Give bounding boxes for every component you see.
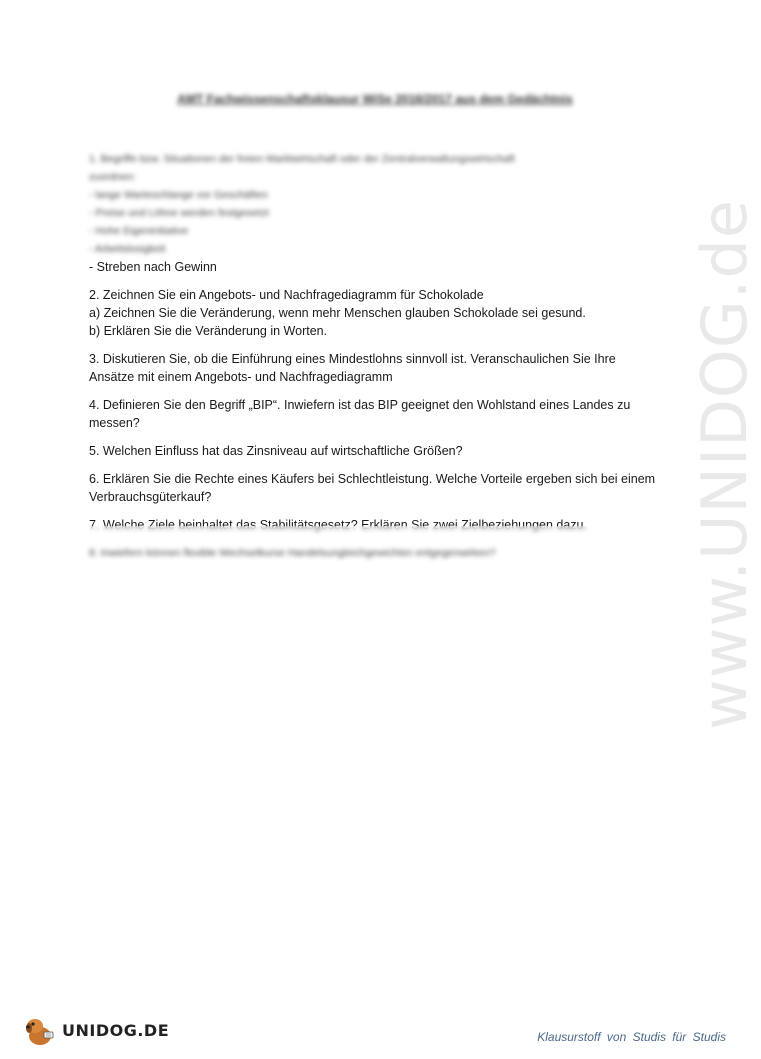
question-8	[89, 544, 669, 562]
question-2	[89, 286, 669, 340]
question-7	[89, 516, 669, 534]
footer-tagline: Klausurstoff von Studis für Studis	[537, 1030, 726, 1044]
question-line: 1. Begriffe bzw. Situationen der freien Marktwirtschaft oder der Zentralverwaltungswirtschaft	[89, 153, 515, 165]
question-1	[89, 150, 669, 276]
question-line: - Preise und Löhne werden festgesetzt	[89, 207, 269, 219]
question-line-partially-blurred	[89, 516, 669, 534]
question-line: - Arbeitslosigkeit	[89, 243, 166, 255]
question-line: - Streben nach Gewinn	[89, 260, 217, 274]
question-line: 7. Welche Ziele beinhaltet das Stabilitätsgesetz? Erklären Sie zwei Zielbeziehungen dazu.	[89, 518, 587, 532]
question-line: b) Erklären Sie die Veränderung in Worten.	[89, 324, 328, 338]
question-line: messen?	[89, 416, 140, 430]
document-title: AMT Fachwissenschaftsklausur WiSe 2016/2017 aus dem Gedächtnis	[177, 92, 573, 106]
question-5	[89, 442, 669, 460]
question-line: 8. Inwiefern können flexible Wechselkurse Handelsungleichgewichten entgegenwirken?	[89, 547, 496, 559]
question-4	[89, 396, 669, 432]
question-line: a) Zeichnen Sie die Veränderung, wenn mehr Menschen glauben Schokolade sei gesund.	[89, 306, 586, 320]
question-line: 3. Diskutieren Sie, ob die Einführung eines Mindestlohns sinnvoll ist. Veranschaulichen Sie Ihre	[89, 352, 616, 366]
unidog-logo	[22, 1010, 169, 1050]
question-line: zuordnen:	[89, 171, 136, 183]
dog-mascot-icon	[22, 1012, 58, 1048]
question-line: - Hohe Eigeninitiative	[89, 225, 189, 237]
question-3	[89, 350, 669, 386]
question-6	[89, 470, 669, 506]
question-line: - lange Warteschlange vor Geschäften	[89, 189, 268, 201]
blur-overlay	[89, 526, 669, 536]
question-line: 4. Definieren Sie den Begriff „BIP“. Inwiefern ist das BIP geeignet den Wohlstand eines Landes zu	[89, 398, 631, 412]
question-line: 5. Welchen Einfluss hat das Zinsniveau auf wirtschaftliche Größen?	[89, 444, 463, 458]
question-line: Verbrauchsgüterkauf?	[89, 490, 212, 504]
question-line: Ansätze mit einem Angebots- und Nachfragediagramm	[89, 370, 393, 384]
watermark: www.UNIDOG.de	[688, 199, 761, 730]
question-line: 6. Erklären Sie die Rechte eines Käufers bei Schlechtleistung. Welche Vorteile ergeben sich bei einem	[89, 472, 656, 486]
questions-list	[89, 150, 669, 572]
question-line: 2. Zeichnen Sie ein Angebots- und Nachfragediagramm für Schokolade	[89, 288, 484, 302]
logo-text: UNIDOG.DE	[62, 1020, 170, 1040]
